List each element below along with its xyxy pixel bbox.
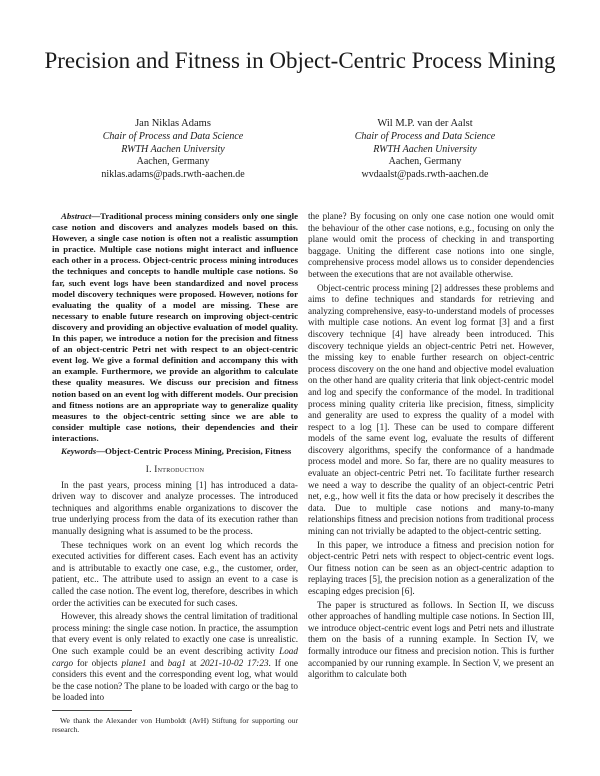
abstract: Abstract—Traditional process mining considers only one single case notion and discovers and analyzes models based on this. However, a single case notion is often not a realistic assumption in practice. Multiple case notions might interact and influence each other in a process. Object-centric process mining introduces the techniques and concepts to handle multiple case notions. So far, such event logs have been standardized and novel process model discovery techniques were proposed. However, notions for evaluating the quality of a model are missing. These are necessary to enable future research on improving object-centric discovery and providing an objective evaluation of model quality. In this paper, we introduce a notion for the precision and fitness of an object-centric Petri net with respect to an object-centric event log. We give a formal definition and accompany this with an example. Furthermore, we provide an algorithm to calculate these quality measures. We discuss our precision and fitness notion based on an event log with different models. Our precision and fitness notions are an appropriate way to generalize quality measures to the object-centric setting since we are able to consider multiple case notions, their dependencies and their interactions. <box>52 211 298 443</box>
left-column <box>52 211 298 706</box>
author-email: niklas.adams@pads.rwth-aachen.de <box>101 169 245 181</box>
paragraph: In the past years, process mining [1] has introduced a data-driven way to discover and analyze processes. The introduced techniques and algorithms enable organizations to discover the true underlying process from the data of its execution rather than manually designing what is assumed to be the process. <box>52 479 298 537</box>
paragraph: The paper is structured as follows. In Section II, we discuss other approaches of handling multiple case notions. In Section III, we introduce object-centric event logs and Petri nets and illustrate them on the basis of a running example. In Section IV, we formally introduce our fitness and precision notion. This is further accompanied by our running example. In Section V, we present an algorithm to calculate both <box>308 599 554 680</box>
keywords: Keywords—Object-Centric Process Mining, Precision, Fitness <box>61 445 292 456</box>
author-affiliation: Chair of Process and Data Science <box>354 130 496 142</box>
paragraph-text: However, this already shows the central limitation of traditional process mining: the single case notion. In practice, the assumption that every event is only related to exactly one case is unrealistic. One such example could be an event describing activity <box>52 611 298 656</box>
author-email: wvdaalst@pads.rwth-aachen.de <box>361 169 489 181</box>
paragraph: the plane? By focusing on only one case notion one would omit the behaviour of the other case notions, e.g., focusing on only the plane would omit the process of checking in and transporting baggage. Uniting the different case notions into one single, comprehensive process model allows us to consider dependencies between the executions that are not available otherwise. <box>308 211 554 279</box>
author-affiliation: Chair of Process and Data Science <box>102 130 244 142</box>
object-name: plane1 <box>121 657 147 668</box>
footnote-rule <box>52 710 132 711</box>
abstract-text: Traditional process mining considers only one single case notion and discovers and analyzes models based on this. However, a single case notion is often not a realistic assumption in practice. Multiple case notions might interact and influence each other in a process. Object-centric process mining introduces the techniques and concepts to handle multiple case notions. So far, such event logs have been standardized and novel process model discovery techniques were proposed. However, notions for evaluating the quality of a model are missing. These are necessary to enable future research on improving object-centric discovery and providing an objective evaluation of model quality. In this paper, we introduce a notion for the precision and fitness of an object-centric Petri net with respect to an object-centric event log. We give a formal definition and accompany this with an example. Furthermore, we provide an algorithm to calculate these quality measures. We discuss our precision and fitness notion based on an event log with different models. Our precision and fitness notions are an appropriate way to generalize quality measures to the object-centric setting since we are able to consider multiple case notions, their dependencies and their interactions. <box>52 211 298 443</box>
timestamp: 2021-10-02 17:23 <box>200 657 269 668</box>
author-location: Aachen, Germany <box>388 156 462 168</box>
author-university: RWTH Aachen University <box>121 143 225 155</box>
author-name: Jan Niklas Adams <box>135 118 211 129</box>
footnote: We thank the Alexander von Humboldt (AvH) Stiftung for supporting our research. <box>52 716 298 735</box>
paragraph <box>52 611 298 704</box>
keywords-text: Object-Centric Process Mining, Precision, Fitness <box>105 445 292 456</box>
object-name: bag1 <box>167 657 186 668</box>
right-column <box>308 211 554 683</box>
paragraph-text: and <box>146 657 168 668</box>
author-name: Wil M.P. van der Aalst <box>377 118 473 129</box>
paragraph: In this paper, we introduce a fitness and precision notion for object-centric Petri nets with respect to object-centric event logs. Our fitness notion can be seen as an object-centric adaption to replaying traces [5], the precision notion as a generalization of the escaping edges precision [6]. <box>308 539 554 596</box>
paragraph-text: for objects <box>73 657 122 668</box>
activity-name: Load cargo <box>52 645 298 668</box>
author-block-2 <box>300 118 550 182</box>
section-number: I. <box>145 464 152 475</box>
author-block-1 <box>48 118 298 182</box>
author-university: RWTH Aachen University <box>373 143 477 155</box>
section-title: Introduction <box>154 464 205 475</box>
section-heading <box>52 464 298 476</box>
paragraph: These techniques work on an event log which records the executed activities for different cases. Each event has an activity and is attributable to exactly one case, e.g., the customer, order, patient, etc.. The attribute used to assign an event to a case is called the case notion. The event log, therefore, describes in which order the activities can be executed for such cases. <box>52 539 298 608</box>
paragraph-text: at <box>185 657 201 668</box>
paragraph-text: . If one considers this event and the corresponding event log, what would be the case notion? The plane to be loaded with cargo or the bag to be loaded into <box>52 657 299 703</box>
paper-title: Precision and Fitness in Object-Centric Process Mining <box>44 48 556 73</box>
author-location: Aachen, Germany <box>136 156 210 168</box>
abstract-lead: Abstract <box>61 211 92 221</box>
keywords-lead: Keywords <box>61 445 97 456</box>
paragraph: Object-centric process mining [2] addresses these problems and aims to define techniques and standards for retrieving and analyzing comprehensive, easy-to-understand models of processes with multiple case notions. An event log format [3] and a first discovery technique [4] have already been introduced. This discovery technique yields an object-centric Petri net. However, the missing key to enable further research on object-centric process discovery on the one hand and objective model evaluation on the other hand are quality criteria that link object-centric model and log and specify the conformance of the model. In traditional process mining quality criteria like precision, fitness, simplicity and generality are used to express the quality of a model with respect to a log [1]. These can be used to compare different models of the same event log, evaluate the results of different discovery algorithms, specify the conformance of a handmade process model and more. So far, there are no quality measures to evaluate an object-centric Petri net. To facilitate further research we need a way to describe the quality of an object-centric Petri net, e.g., how well it fits the data or how precisely it describes the data. Due to multiple case notions and many-to-many relationships fitness and precision notions from traditional process mining can not trivially be adapted to the object-centric setting. <box>308 282 554 537</box>
